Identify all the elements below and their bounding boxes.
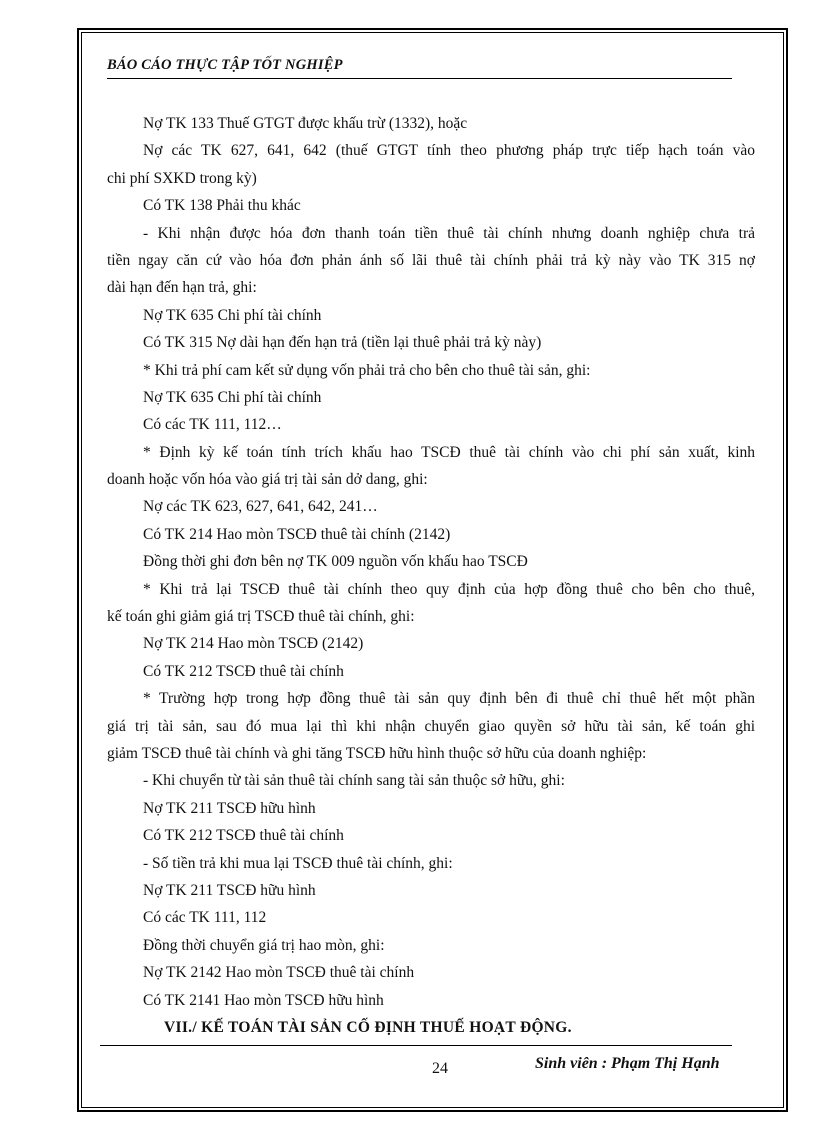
document-header-title: BÁO CÁO THỰC TẬP TỐT NGHIỆP bbox=[107, 57, 343, 73]
text-line: Có TK 315 Nợ dài hạn đến hạn trả (tiền lại thuê phải trả kỳ này) bbox=[143, 334, 542, 352]
text-line: Nợ TK 2142 Hao mòn TSCĐ thuê tài chính bbox=[143, 964, 415, 982]
text-line: giảm TSCĐ thuê tài chính và ghi tăng TSCĐ hữu hình thuộc sở hữu của doanh nghiệp: bbox=[107, 744, 647, 762]
text-line: - Khi chuyển từ tài sản thuê tài chính sang tài sản thuộc sở hữu, ghi: bbox=[143, 772, 565, 790]
text-line: Nợ TK 635 Chi phí tài chính bbox=[143, 388, 322, 406]
text-line: Có TK 138 Phải thu khác bbox=[143, 197, 301, 215]
section-heading: VII./ KẾ TOÁN TÀI SẢN CỐ ĐỊNH THUẾ HOẠT ĐỘNG. bbox=[164, 1018, 572, 1036]
text-line: Nợ TK 133 Thuế GTGT được khấu trừ (1332), hoặc bbox=[143, 115, 468, 132]
text-line: dài hạn đến hạn trả, ghi: bbox=[107, 279, 257, 297]
text-line: Nợ các TK 627, 641, 642 (thuế GTGT tính theo phương pháp trực tiếp hạch toán vào bbox=[143, 142, 755, 160]
text-line: * Định kỳ kế toán tính trích khấu hao TSCĐ thuê tài chính vào chi phí sản xuất, kinh bbox=[143, 443, 755, 461]
text-line: tiền ngay căn cứ vào hóa đơn phản ánh số lãi thuê tài chính phải trả kỳ này vào TK 315 nợ bbox=[107, 251, 755, 269]
text-line: * Trường hợp trong hợp đồng thuê tài sản quy định bên đi thuê chỉ thuê hết một phần bbox=[143, 690, 755, 708]
text-line: - Số tiền trả khi mua lại TSCĐ thuê tài chính, ghi: bbox=[143, 854, 453, 872]
text-line: Nợ TK 214 Hao mòn TSCĐ (2142) bbox=[143, 635, 364, 653]
text-line: Có các TK 111, 112… bbox=[143, 416, 282, 434]
text-line: Có TK 214 Hao mòn TSCĐ thuê tài chính (2142) bbox=[143, 525, 451, 543]
text-line: kế toán ghi giảm giá trị TSCĐ thuê tài chính, ghi: bbox=[107, 608, 415, 626]
text-line: * Khi trả phí cam kết sử dụng vốn phải trả cho bên cho thuê tài sản, ghi: bbox=[143, 361, 591, 379]
page-number: 24 bbox=[432, 1060, 448, 1077]
text-line: Đồng thời ghi đơn bên nợ TK 009 nguồn vốn khấu hao TSCĐ bbox=[143, 553, 528, 571]
text-line: Nợ TK 211 TSCĐ hữu hình bbox=[143, 881, 316, 899]
student-name: Sinh viên : Phạm Thị Hạnh bbox=[535, 1055, 720, 1072]
text-line: Có TK 212 TSCĐ thuê tài chính bbox=[143, 827, 344, 845]
text-line: Nợ các TK 623, 627, 641, 642, 241… bbox=[143, 498, 378, 516]
text-line: Có các TK 111, 112 bbox=[143, 909, 267, 927]
text-line: Có TK 2141 Hao mòn TSCĐ hữu hình bbox=[143, 991, 384, 1009]
footer-rule bbox=[100, 1045, 732, 1046]
header-rule bbox=[107, 78, 732, 79]
text-line: - Khi nhận được hóa đơn thanh toán tiền thuê tài chính nhưng doanh nghiệp chưa trả bbox=[143, 224, 755, 242]
text-line: Có TK 212 TSCĐ thuê tài chính bbox=[143, 662, 344, 680]
text-line: doanh hoặc vốn hóa vào giá trị tài sản dở dang, ghi: bbox=[107, 471, 428, 489]
text-line: chi phí SXKD trong kỳ) bbox=[107, 169, 257, 187]
text-line: giá trị tài sản, sau đó mua lại thì khi nhận chuyển giao quyền sở hữu tài sản, kế toán ghi bbox=[107, 717, 755, 735]
document-body bbox=[107, 110, 755, 1041]
text-line: Nợ TK 211 TSCĐ hữu hình bbox=[143, 799, 316, 817]
text-line: * Khi trả lại TSCĐ thuê tài chính theo quy định của hợp đồng thuê cho bên cho thuê, bbox=[143, 580, 755, 598]
text-line: Đồng thời chuyển giá trị hao mòn, ghi: bbox=[143, 936, 385, 954]
text-line: Nợ TK 635 Chi phí tài chính bbox=[143, 306, 322, 324]
